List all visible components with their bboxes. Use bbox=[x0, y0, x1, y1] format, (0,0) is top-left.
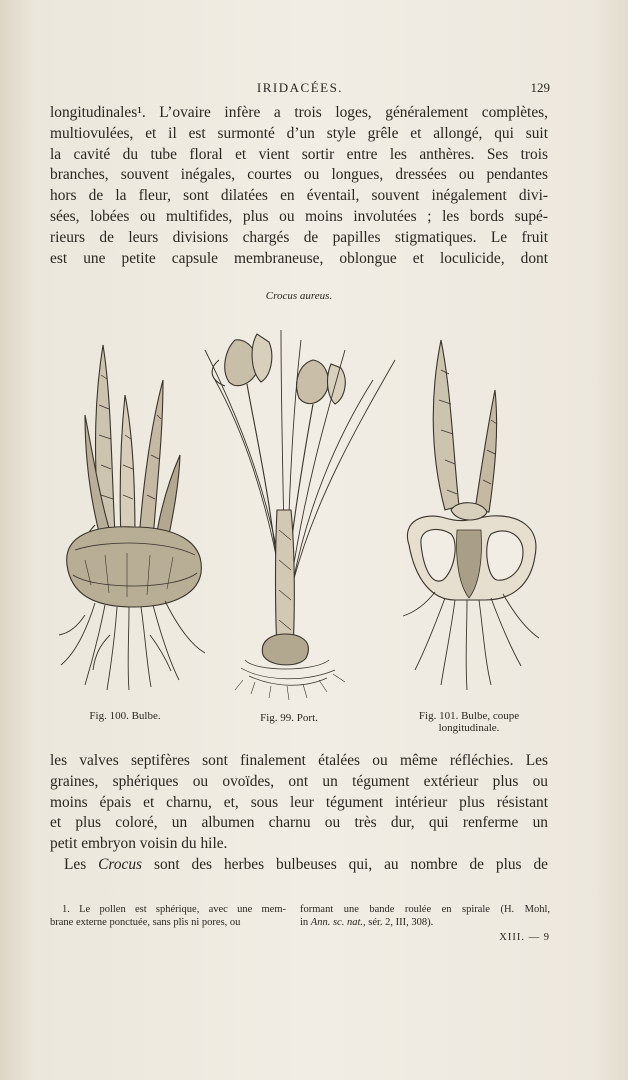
footnote-line: 1. Le pollen est sphérique, avec une mem- bbox=[62, 904, 286, 915]
genus-name: Crocus bbox=[98, 855, 143, 873]
text-line: est une petite capsule membraneuse, oblongue et loculicide, dont bbox=[50, 249, 548, 267]
text-fragment: , sér. 2, III, 308). bbox=[363, 917, 434, 928]
top-paragraph bbox=[50, 103, 548, 269]
bottom-paragraph bbox=[50, 751, 548, 876]
text-line: hors de la fleur, sont dilatées en éventail, souvent inégalement divi- bbox=[50, 187, 548, 205]
footnote-right bbox=[300, 903, 550, 929]
footnote-left bbox=[50, 903, 286, 929]
running-head-title: IRIDACÉES. bbox=[256, 80, 344, 95]
text-line: la cavité du tube floral et vient sortir entre les anthères. Ses trois bbox=[50, 145, 548, 163]
bulb-section-illustration bbox=[395, 330, 545, 700]
figure-caption-101-line2: longitudinale. bbox=[438, 722, 500, 734]
plant-illustration bbox=[195, 320, 405, 705]
text-line: multiovulées, et il est surmonté d’un style grêle et allongé, qui suit bbox=[50, 124, 548, 142]
running-head bbox=[50, 80, 550, 98]
figure-caption-99: Fig. 99. Port. bbox=[260, 712, 318, 724]
text-fragment: Les bbox=[64, 855, 99, 873]
text-line: rieurs de leurs divisions chargés de papilles stigmatiques. Le fruit bbox=[50, 228, 548, 246]
signature-mark: XIII. — 9 bbox=[499, 932, 550, 943]
text-line: les valves septifères sont finalement étalées ou même réfléchies. Les bbox=[50, 752, 548, 769]
bulb-illustration bbox=[55, 335, 210, 695]
text-fragment: sont des herbes bulbeuses qui, au nombre de plus de bbox=[142, 855, 548, 873]
page-number: 129 bbox=[530, 80, 550, 95]
text-fragment: in bbox=[300, 917, 311, 928]
text-line-crocus bbox=[50, 855, 548, 876]
text-line: et plus coloré, un albumen charnu ou très dur, qui renferme un bbox=[50, 814, 548, 832]
text-line: branches, souvent inégales, courtes ou longues, dressées ou pendantes bbox=[50, 166, 548, 184]
footnote-line: brane externe ponctuée, sans plis ni pores, ou bbox=[50, 917, 241, 928]
footnote-line bbox=[300, 916, 550, 929]
text-line: moins épais et charnu, et, sous leur tégument intérieur plus résistant bbox=[50, 793, 548, 811]
figure-caption-101-line1: Fig. 101. Bulbe, coupe bbox=[418, 710, 520, 722]
footnote-line: formant une bande roulée en spirale (H. Mohl, bbox=[300, 904, 550, 915]
text-line: longitudinales¹. L’ovaire infère a trois loges, généralement complètes, bbox=[50, 104, 548, 121]
text-line: petit embryon voisin du hile. bbox=[50, 835, 228, 853]
figure-caption-101 bbox=[404, 710, 534, 734]
journal-title: Ann. sc. nat. bbox=[310, 917, 363, 928]
text-line: sées, lobées ou multifides, plus ou moins involutées ; les bords supé- bbox=[50, 207, 548, 225]
figure-species-title: Crocus aureus. bbox=[265, 290, 333, 302]
text-line: graines, sphériques ou ovoïdes, ont un tégument extérieur plus ou bbox=[50, 772, 548, 790]
figure-caption-100: Fig. 100. Bulbe. bbox=[89, 710, 161, 722]
